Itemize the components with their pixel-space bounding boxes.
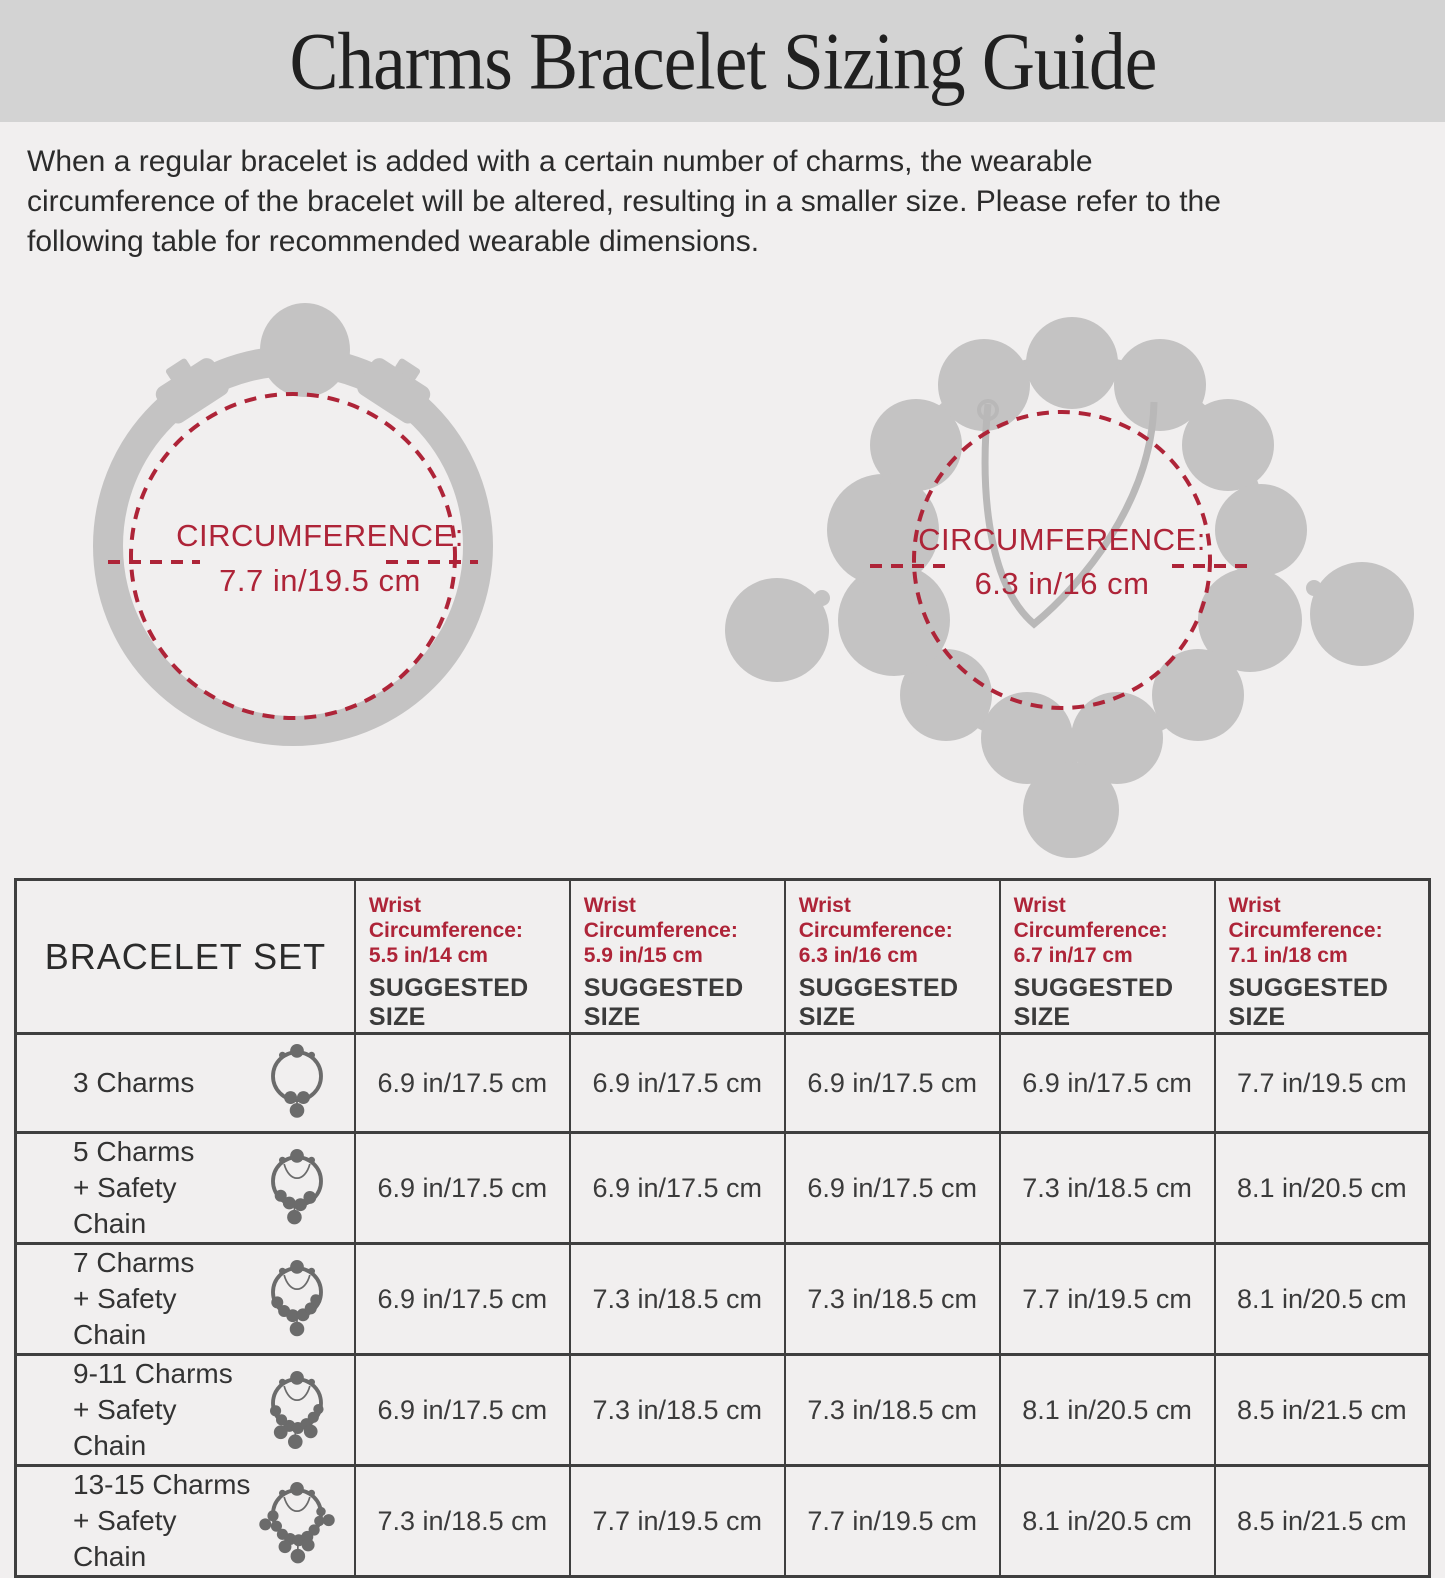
wrist-label: Wrist Circumference: <box>1228 894 1383 942</box>
suggested-size-label: SUGGESTED SIZE <box>583 974 744 1031</box>
row-13-15-charms <box>16 1466 1430 1577</box>
set-label-line1: 5 Charms <box>73 1136 195 1167</box>
plain-bracelet-illustration <box>58 288 618 860</box>
wrist-column-header-1 <box>355 880 570 1034</box>
set-label-line1: 9-11 Charms <box>73 1358 233 1389</box>
charm-bracelet-figure <box>722 298 1422 881</box>
illustration-section <box>0 288 1445 870</box>
set-label-line1: 7 Charms <box>73 1247 195 1278</box>
size-cell: 7.7 in/19.5 cm <box>570 1466 785 1577</box>
wrist-label: Wrist Circumference: <box>368 894 523 942</box>
set-label-line1: 13-15 Charms <box>73 1469 251 1500</box>
wrist-size: 5.9 in/15 cm <box>583 944 703 967</box>
set-label-line2: + Safety Chain <box>73 1394 177 1461</box>
size-cell: 8.5 in/21.5 cm <box>1215 1466 1430 1577</box>
clasp-bead <box>260 303 350 397</box>
wrist-column-header-3 <box>785 880 1000 1034</box>
page-title: Charms Bracelet Sizing Guide <box>289 14 1156 107</box>
size-cell: 6.9 in/17.5 cm <box>355 1133 570 1244</box>
suggested-size-label: SUGGESTED SIZE <box>368 974 529 1031</box>
set-label-cell <box>16 1355 355 1466</box>
suggested-size-label: SUGGESTED SIZE <box>798 974 959 1031</box>
size-cell: 6.9 in/17.5 cm <box>355 1355 570 1466</box>
row-5-charms <box>16 1133 1430 1244</box>
circumference-dashed-circle <box>131 394 455 718</box>
wrist-column-header-2 <box>570 880 785 1034</box>
intro-line-2: circumference of the bracelet will be altered, resulting in a smaller size. Please refer to the <box>27 185 1221 218</box>
plain-bracelet-figure <box>58 288 618 865</box>
set-label-line1: 3 Charms <box>73 1067 195 1098</box>
size-cell: 6.9 in/17.5 cm <box>355 1244 570 1355</box>
size-cell: 7.3 in/18.5 cm <box>1000 1133 1215 1244</box>
size-cell: 6.9 in/17.5 cm <box>570 1133 785 1244</box>
sizing-table <box>14 878 1431 1578</box>
set-label-line2: + Safety Chain <box>73 1505 177 1572</box>
size-cell: 6.9 in/17.5 cm <box>570 1034 785 1133</box>
charm-bracelet-illustration <box>722 298 1422 876</box>
set-label-cell <box>16 1133 355 1244</box>
set-label-line2: + Safety Chain <box>73 1283 177 1350</box>
wrist-size: 6.3 in/16 cm <box>798 944 918 967</box>
circumference-value: 7.7 in/19.5 cm <box>219 563 421 598</box>
wrist-size: 6.7 in/17 cm <box>1013 944 1133 967</box>
size-cell: 8.1 in/20.5 cm <box>1215 1244 1430 1355</box>
wrist-column-header-5 <box>1215 880 1430 1034</box>
size-cell: 8.1 in/20.5 cm <box>1215 1133 1430 1244</box>
header-row <box>16 880 1430 1034</box>
intro-line-1: When a regular bracelet is added with a certain number of charms, the wearable <box>27 145 1093 178</box>
bracelet-13-15-charms-icon <box>254 1473 340 1569</box>
wrist-label: Wrist Circumference: <box>798 894 953 942</box>
circumference-label: CIRCUMFERENCE: <box>918 522 1206 557</box>
circumference-label: CIRCUMFERENCE: <box>176 518 464 553</box>
bracelet-5-charms-icon <box>254 1140 340 1236</box>
circumference-value: 6.3 in/16 cm <box>974 566 1150 601</box>
bracelet-set-header: BRACELET SET <box>16 880 355 1034</box>
row-9-11-charms <box>16 1355 1430 1466</box>
size-cell: 8.5 in/21.5 cm <box>1215 1355 1430 1466</box>
size-cell: 7.3 in/18.5 cm <box>570 1355 785 1466</box>
size-cell: 7.3 in/18.5 cm <box>785 1355 1000 1466</box>
row-7-charms <box>16 1244 1430 1355</box>
size-cell: 6.9 in/17.5 cm <box>355 1034 570 1133</box>
size-cell: 7.3 in/18.5 cm <box>355 1466 570 1577</box>
dangling-charms <box>725 562 1414 858</box>
size-cell: 6.9 in/17.5 cm <box>1000 1034 1215 1133</box>
wrist-label: Wrist Circumference: <box>583 894 738 942</box>
wrist-label: Wrist Circumference: <box>1013 894 1168 942</box>
set-label-cell <box>16 1034 355 1133</box>
bracelet-3-charms-icon <box>254 1035 340 1131</box>
size-cell: 7.7 in/19.5 cm <box>1215 1034 1430 1133</box>
row-3-charms <box>16 1034 1430 1133</box>
size-cell: 6.9 in/17.5 cm <box>785 1034 1000 1133</box>
size-cell: 7.7 in/19.5 cm <box>785 1466 1000 1577</box>
suggested-size-label: SUGGESTED SIZE <box>1228 974 1389 1031</box>
wrist-size: 7.1 in/18 cm <box>1228 944 1348 967</box>
set-label-cell <box>16 1244 355 1355</box>
intro-line-3: following table for recommended wearable dimensions. <box>27 225 760 258</box>
bracelet-7-charms-icon <box>254 1251 340 1347</box>
set-label-line2: + Safety Chain <box>73 1172 177 1239</box>
set-label-cell <box>16 1466 355 1577</box>
size-cell: 7.3 in/18.5 cm <box>570 1244 785 1355</box>
intro-paragraph <box>27 142 1418 262</box>
size-cell: 7.3 in/18.5 cm <box>785 1244 1000 1355</box>
wrist-column-header-4 <box>1000 880 1215 1034</box>
size-cell: 8.1 in/20.5 cm <box>1000 1355 1215 1466</box>
size-cell: 7.7 in/19.5 cm <box>1000 1244 1215 1355</box>
bracelet-9-11-charms-icon <box>254 1362 340 1458</box>
size-cell: 8.1 in/20.5 cm <box>1000 1466 1215 1577</box>
page-header <box>0 0 1445 122</box>
suggested-size-label: SUGGESTED SIZE <box>1013 974 1174 1031</box>
size-cell: 6.9 in/17.5 cm <box>785 1133 1000 1244</box>
wrist-size: 5.5 in/14 cm <box>368 944 488 967</box>
